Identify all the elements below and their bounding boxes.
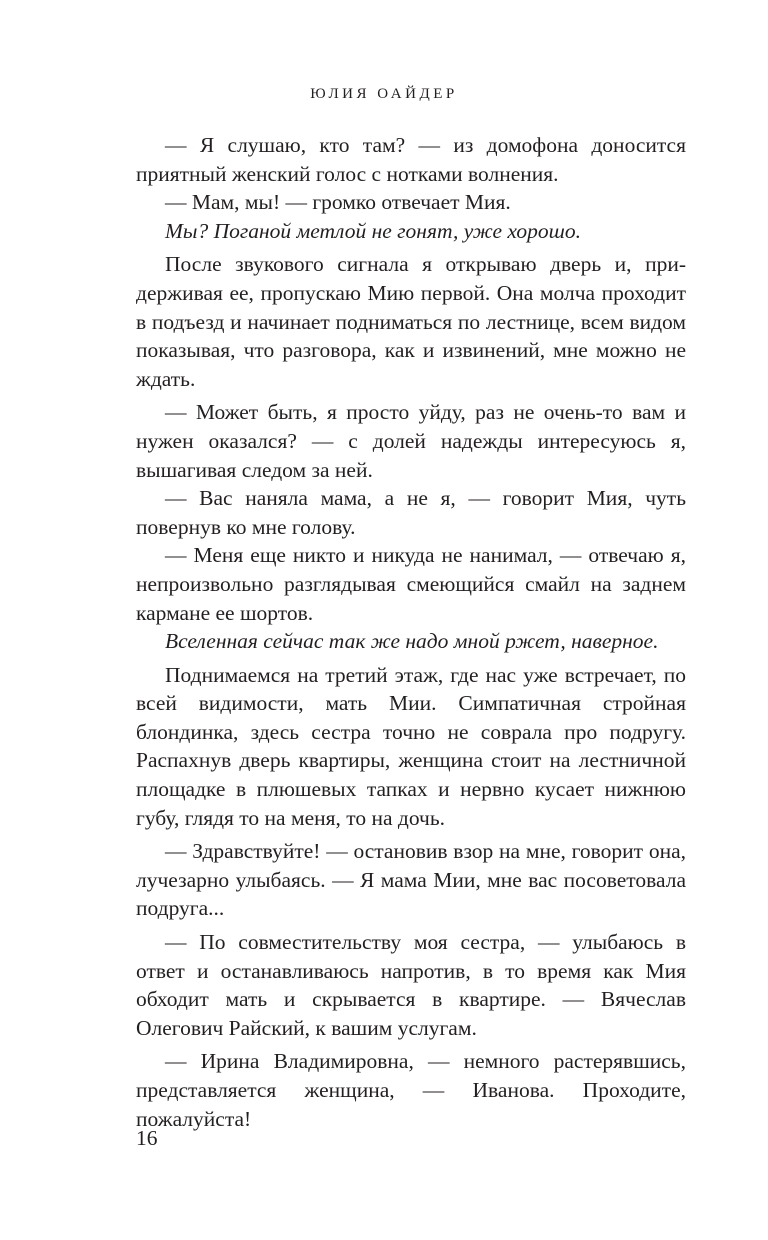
paragraph-4: После звукового сигнала я открываю дверь и, придерживая ее, пропускаю Мию первой. Она молча проходит в подъезд и начинает подниматься по лестнице, всем видом показывая, что разговора, как и извинений, мне можно не ждать. [136, 252, 686, 391]
paragraph-12: — Ирина Владимировна, — немного растерявшись, представляется женщина, — Иванова. Проходите, пожалуйста! [136, 1049, 686, 1131]
paragraph-3-thought: Мы? Поганой метлой не гонят, уже хорошо. [165, 218, 582, 243]
paragraph-8-thought: Вселенная сейчас так же надо мной ржет, наверное. [165, 629, 659, 654]
paragraph-9: Поднимаемся на третий этаж, где нас уже встречает, по всей видимости, мать Мии. Симпатичная стройная блондинка, здесь сестра точно не соврала про подругу. Распахнув дверь квартиры, женщина стоит на лестничной площадке в плюшевых тапках и нервно кусает нижнюю губу, глядя то на меня, то на дочь. [136, 662, 686, 830]
paragraph-11: — По совместительству моя сестра, — улыбаюсь в ответ и останавливаюсь напротив, в то время как Мия обходит мать и скрывается в квартире. — Вячеслав Олегович Райский, к вашим услугам. [136, 930, 686, 1040]
paragraph-6: — Вас наняла мама, а не я, — говорит Мия, чуть повернув ко мне голову. [136, 486, 686, 539]
paragraph-10: — Здравствуйте! — остановив взор на мне, говорит она, лучезарно улыбаясь. — Я мама Мии, мне вас посоветовала подруга... [136, 839, 686, 921]
text-body [136, 131, 686, 1133]
page-number: 16 [136, 1126, 158, 1150]
running-header-author: ЮЛИЯ ОАЙДЕР [310, 86, 458, 102]
paragraph-5: — Может быть, я просто уйду, раз не очень-то вам и нужен оказался? — с долей надежды интересуюсь я, вышагивая следом за ней. [136, 400, 686, 482]
paragraph-1: — Я слушаю, кто там? — из домофона доносится приятный женский голос с нотками волнения. [136, 133, 686, 186]
paragraph-2: — Мам, мы! — громко отвечает Мия. [165, 190, 511, 215]
paragraph-7: — Меня еще никто и никуда не нанимал, — отвечаю я, непроизвольно разглядывая смеющийся смайл на заднем кармане ее шортов. [136, 543, 686, 625]
